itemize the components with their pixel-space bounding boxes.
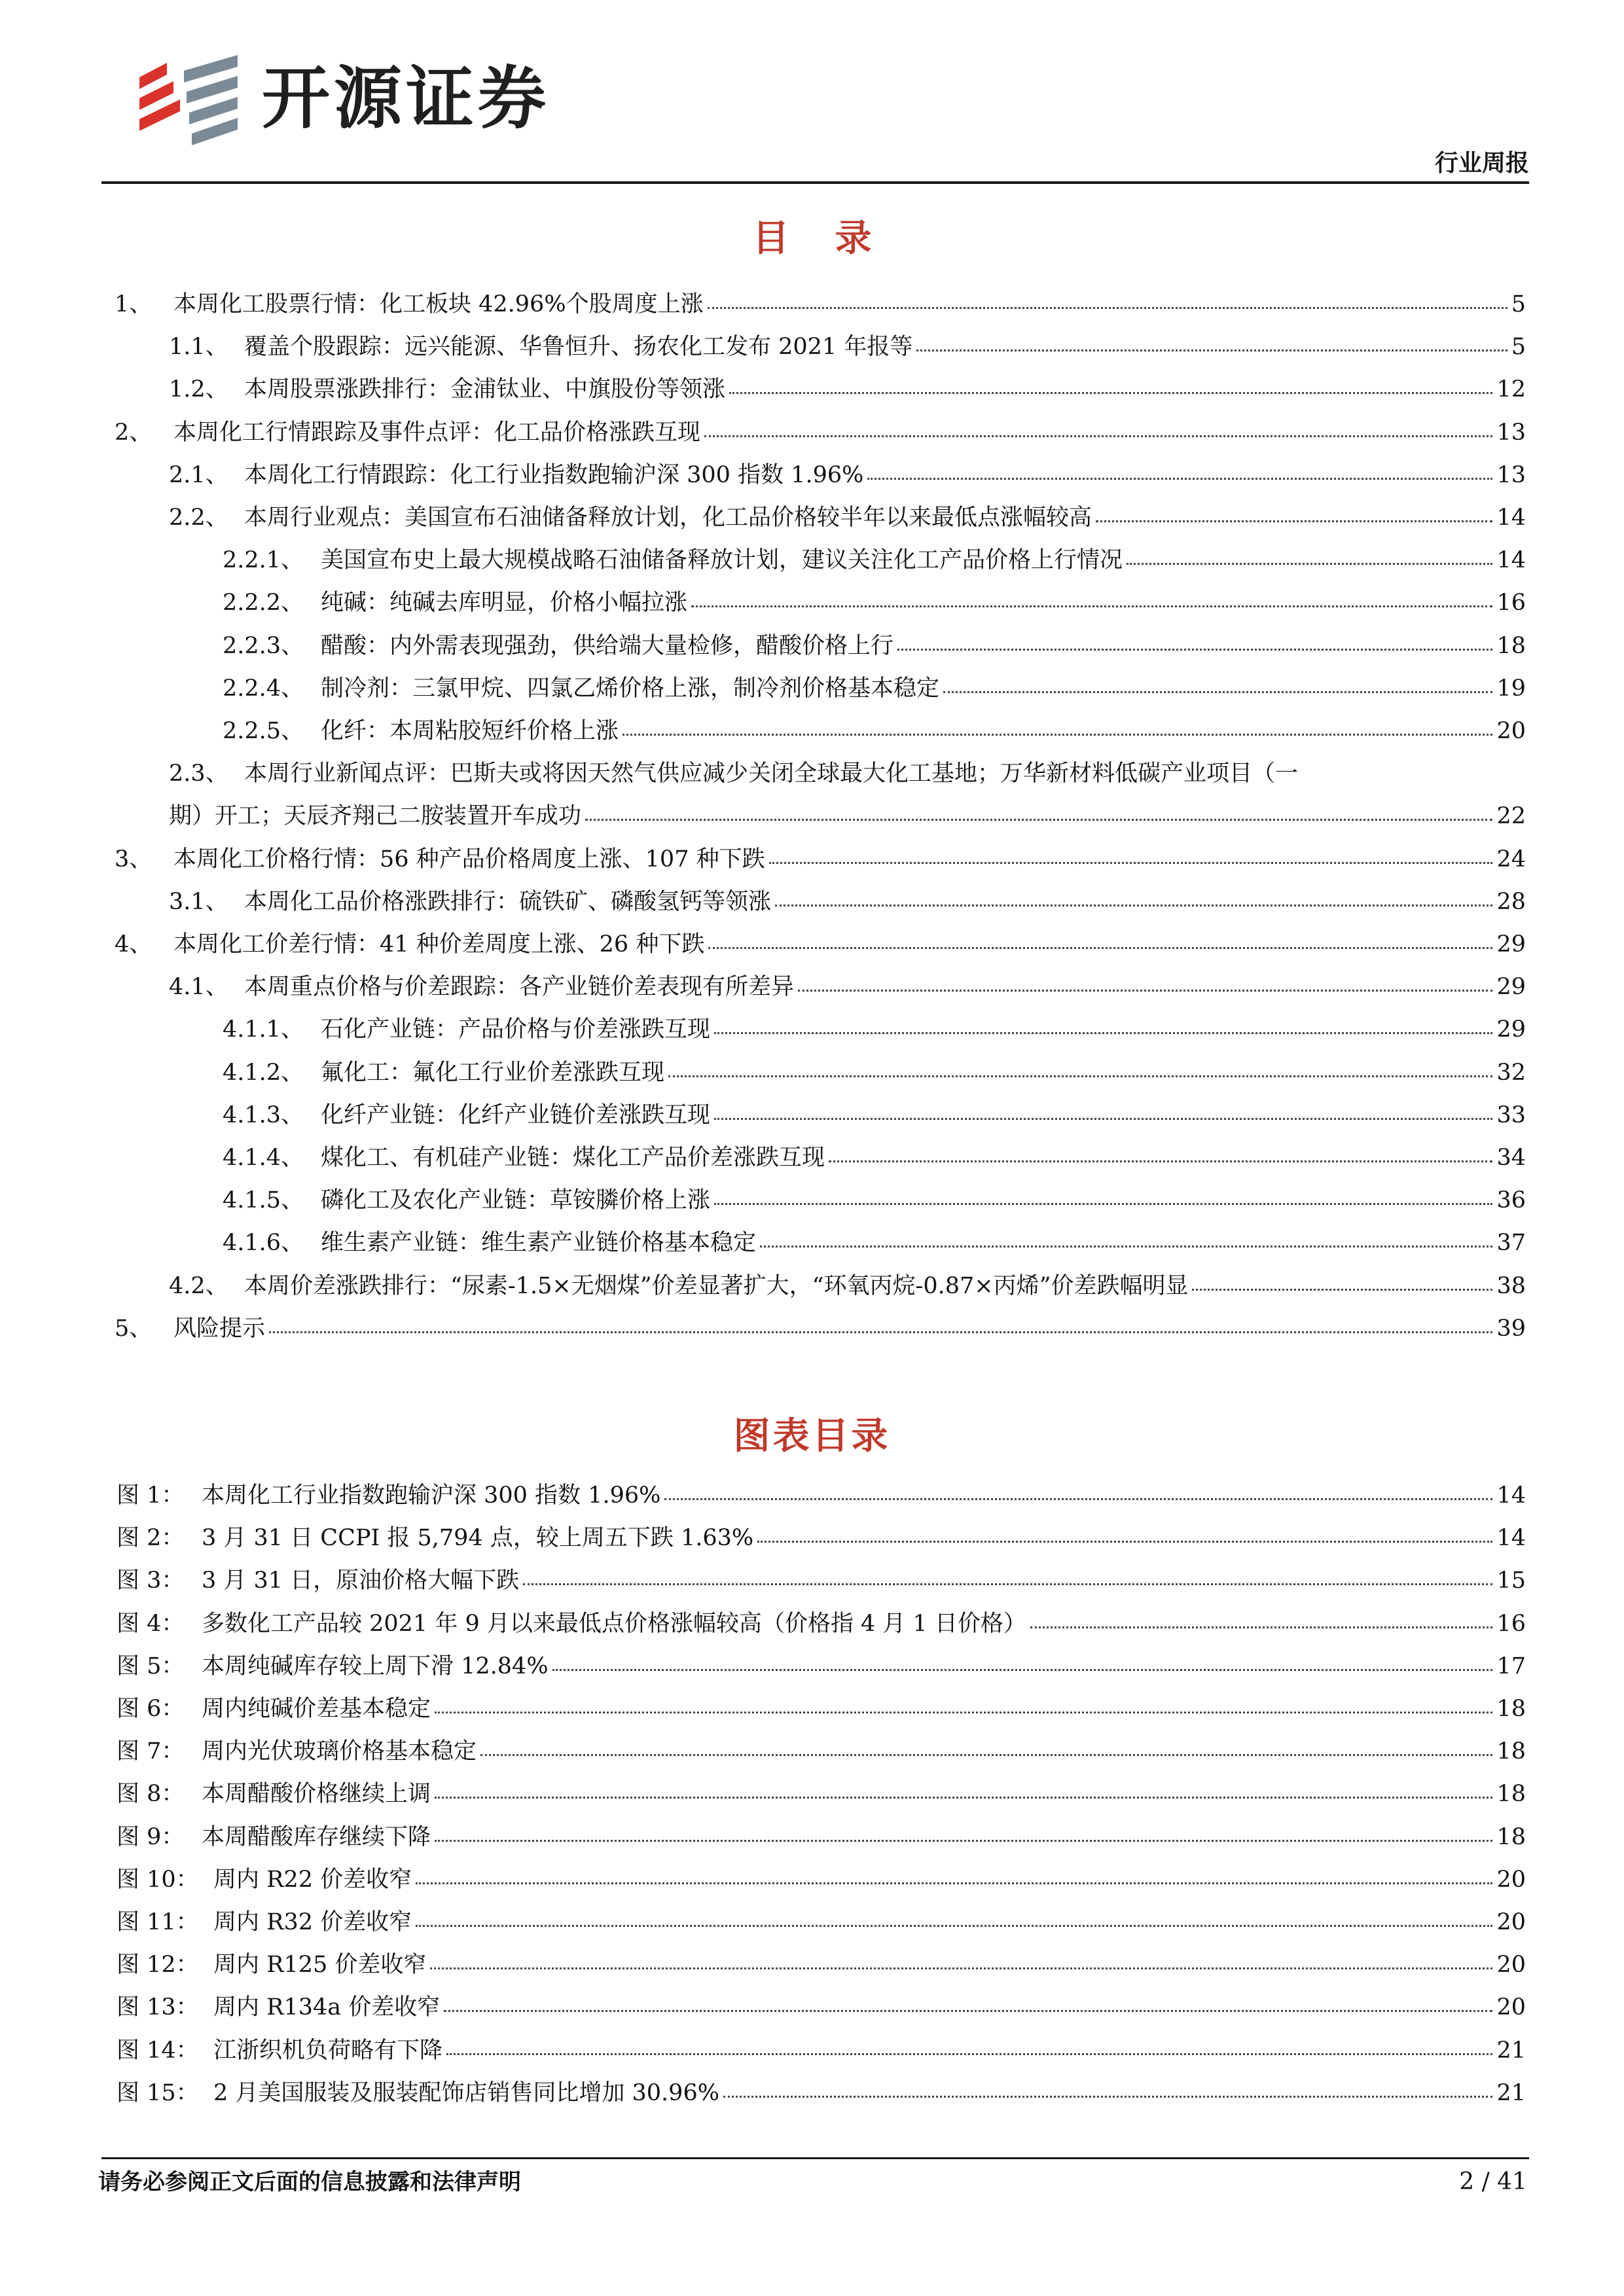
entry-number: 图 5： bbox=[117, 1653, 185, 1679]
entry-page-number: 16 bbox=[1496, 1610, 1526, 1637]
dot-leader bbox=[916, 344, 1507, 351]
entry-title: 周内 R22 价差收窄 bbox=[213, 1866, 412, 1893]
entry-title: 纯碱：纯碱去库明显，价格小幅拉涨 bbox=[321, 590, 688, 617]
entry-number: 2.2.3、 bbox=[223, 632, 304, 659]
entry-number: 图 1： bbox=[117, 1482, 185, 1509]
toc-entry[interactable] bbox=[223, 1013, 1526, 1046]
entry-title: 磷化工及农化产业链：草铵膦价格上涨 bbox=[321, 1187, 711, 1214]
entry-number: 4.1.2、 bbox=[223, 1059, 304, 1086]
entry-page-number: 18 bbox=[1496, 1823, 1526, 1850]
toc-entry[interactable] bbox=[169, 886, 1526, 918]
entry-title: 本周行业观点：美国宣布石油储备释放计划，化工品价格较半年以来最低点涨幅较高 bbox=[244, 505, 1092, 531]
dot-leader bbox=[1192, 1283, 1492, 1291]
toc-entry[interactable] bbox=[169, 331, 1526, 363]
entry-number: 1.2、 bbox=[169, 376, 228, 403]
entry-page-number: 15 bbox=[1496, 1568, 1526, 1594]
entry-title: 美国宣布史上最大规模战略石油储备释放计划，建议关注化工产品价格上行情况 bbox=[321, 547, 1123, 574]
brand-mark-icon bbox=[134, 51, 245, 149]
entry-number: 3、 bbox=[115, 846, 153, 872]
entry-page-number: 29 bbox=[1496, 1016, 1526, 1043]
entry-title: 本周化工行情跟踪及事件点评：化工品价格涨跌互现 bbox=[173, 419, 701, 446]
dot-leader bbox=[552, 1664, 1493, 1671]
dot-leader bbox=[775, 899, 1492, 906]
entry-page-number: 22 bbox=[1496, 803, 1526, 830]
entry-page-number: 13 bbox=[1496, 461, 1526, 488]
entry-number: 1、 bbox=[115, 291, 153, 317]
entry-title: 风险提示 bbox=[173, 1315, 266, 1342]
entry-title: 本周化工股票行情：化工板块 42.96%个股周度上涨 bbox=[173, 291, 704, 317]
entry-title: 本周化工品价格涨跌排行：硫铁矿、磷酸氢钙等领涨 bbox=[244, 888, 772, 915]
entry-page-number: 16 bbox=[1496, 590, 1526, 617]
entry-number: 图 12： bbox=[117, 1952, 199, 1979]
entry-title: 本周纯碱库存较上周下滑 12.84% bbox=[202, 1653, 549, 1679]
toc-entry[interactable] bbox=[223, 1141, 1526, 1174]
dot-leader bbox=[867, 473, 1492, 480]
dot-leader bbox=[729, 387, 1492, 394]
entry-number: 2.2.4、 bbox=[223, 675, 304, 702]
entry-title: 本周价差涨跌排行：“尿素-1.5×无烟煤”价差显著扩大，“环氧丙烷-0.87×丙烯”价差跌幅明显 bbox=[244, 1272, 1189, 1299]
entry-title: 制冷剂：三氯甲烷、四氯乙烯价格上涨，制冷剂价格基本稳定 bbox=[321, 675, 940, 702]
entry-page-number: 5 bbox=[1511, 334, 1526, 361]
entry-title: 维生素产业链：维生素产业链价格基本稳定 bbox=[321, 1230, 757, 1257]
entry-title: 周内 R134a 价差收窄 bbox=[213, 1994, 441, 2021]
dot-leader bbox=[829, 1155, 1492, 1162]
toc-entry[interactable] bbox=[223, 544, 1526, 577]
entry-title: 本周醋酸价格继续上调 bbox=[202, 1781, 431, 1808]
entry-page-number: 5 bbox=[1511, 291, 1526, 317]
entry-title: 周内纯碱价差基本稳定 bbox=[202, 1696, 431, 1722]
dot-leader bbox=[416, 1877, 1492, 1884]
entry-page-number: 21 bbox=[1496, 2037, 1526, 2064]
entry-title: 周内 R125 价差收窄 bbox=[213, 1952, 427, 1979]
entry-title: 多数化工产品较 2021 年 9 月以来最低点价格涨幅较高（价格指 4 月 1 日价格） bbox=[202, 1610, 1026, 1637]
dot-leader bbox=[446, 2048, 1492, 2055]
dot-leader bbox=[943, 686, 1492, 693]
entry-title: 本周醋酸库存继续下降 bbox=[202, 1823, 431, 1850]
entry-number: 2.2.2、 bbox=[223, 590, 304, 617]
entry-number: 图 11： bbox=[117, 1909, 199, 1935]
entry-title: 化纤产业链：化纤产业链价差涨跌互现 bbox=[321, 1102, 711, 1128]
entry-number: 图 6： bbox=[117, 1696, 185, 1722]
entry-page-number: 19 bbox=[1496, 675, 1526, 702]
entry-number: 4.1.5、 bbox=[223, 1187, 304, 1214]
entry-title: 煤化工、有机硅产业链：煤化工产品价差涨跌互现 bbox=[321, 1145, 825, 1171]
toc-entry[interactable] bbox=[169, 757, 1526, 790]
entry-page-number: 37 bbox=[1496, 1230, 1526, 1257]
header-divider bbox=[101, 181, 1529, 184]
entry-page-number: 29 bbox=[1496, 931, 1526, 958]
toc-entry[interactable] bbox=[223, 715, 1526, 747]
entry-page-number: 34 bbox=[1496, 1145, 1526, 1171]
entry-number: 4.1、 bbox=[169, 974, 228, 1001]
dot-leader bbox=[480, 1749, 1492, 1756]
footer-divider bbox=[101, 2157, 1529, 2159]
page-number: 2 / 41 bbox=[1459, 2168, 1527, 2195]
dot-leader bbox=[798, 984, 1492, 992]
entry-page-number: 29 bbox=[1496, 974, 1526, 1001]
figure-entry[interactable] bbox=[117, 1821, 1526, 1854]
dot-leader bbox=[1030, 1621, 1493, 1628]
entry-number: 图 4： bbox=[117, 1610, 185, 1637]
figure-entry[interactable] bbox=[117, 1948, 1526, 1981]
dot-leader bbox=[444, 2005, 1492, 2012]
entry-title: 氟化工：氟化工行业价差涨跌互现 bbox=[321, 1059, 665, 1086]
dot-leader bbox=[897, 643, 1492, 651]
entry-title: 化纤：本周粘胶短纤价格上涨 bbox=[321, 718, 619, 744]
dot-leader bbox=[691, 600, 1492, 607]
entry-number: 2.1、 bbox=[169, 461, 228, 488]
entry-number: 图 2： bbox=[117, 1525, 185, 1552]
brand-logo bbox=[134, 51, 605, 149]
toc-entry[interactable] bbox=[223, 1056, 1526, 1089]
entry-number: 3.1、 bbox=[169, 888, 228, 915]
entry-title: 本周化工行情跟踪：化工行业指数跑输沪深 300 指数 1.96% bbox=[244, 461, 864, 488]
entry-number: 图 10： bbox=[117, 1866, 199, 1893]
dot-leader bbox=[435, 1791, 1492, 1799]
dot-leader bbox=[1096, 515, 1492, 522]
entry-title: 醋酸：内外需表现强劲，供给端大量检修，醋酸价格上行 bbox=[321, 632, 894, 659]
entry-title: 2 月美国服装及服装配饰店销售同比增加 30.96% bbox=[213, 2079, 719, 2106]
entry-title: 本周化工行业指数跑输沪深 300 指数 1.96% bbox=[202, 1482, 661, 1509]
entry-page-number: 14 bbox=[1496, 547, 1526, 574]
entry-page-number: 12 bbox=[1496, 376, 1526, 403]
dot-leader bbox=[769, 857, 1493, 864]
entry-title: 周内 R32 价差收窄 bbox=[213, 1909, 412, 1935]
entry-page-number: 28 bbox=[1496, 888, 1526, 915]
figure-entry[interactable] bbox=[117, 1522, 1526, 1554]
dot-leader bbox=[664, 1493, 1492, 1500]
toc-entry[interactable] bbox=[115, 928, 1526, 961]
entry-page-number: 18 bbox=[1496, 632, 1526, 659]
toc-entry[interactable] bbox=[115, 288, 1526, 321]
entry-number: 4、 bbox=[115, 931, 153, 958]
entry-title: 本周行业新闻点评：巴斯夫或将因天然气供应减少关闭全球最大化工基地；万华新材料低碳产业项目（一 bbox=[244, 761, 1299, 787]
toc-entry[interactable] bbox=[169, 1270, 1526, 1302]
dot-leader bbox=[523, 1578, 1492, 1585]
entry-page-number: 20 bbox=[1496, 1994, 1526, 2021]
figure-entry[interactable] bbox=[117, 1564, 1526, 1597]
report-type-label: 行业周报 bbox=[1434, 150, 1529, 177]
figure-entry[interactable] bbox=[117, 1778, 1526, 1810]
figure-entry[interactable] bbox=[117, 1479, 1526, 1512]
toc-entry[interactable] bbox=[115, 843, 1526, 876]
toc-entry[interactable] bbox=[115, 1312, 1526, 1345]
entry-title: 3 月 31 日 CCPI 报 5,794 点，较上周五下跌 1.63% bbox=[202, 1525, 754, 1552]
entry-number: 5、 bbox=[115, 1315, 153, 1342]
figure-entry[interactable] bbox=[117, 1991, 1526, 2024]
figure-entry[interactable] bbox=[117, 1863, 1526, 1896]
dot-leader bbox=[714, 1198, 1492, 1205]
entry-page-number: 39 bbox=[1496, 1315, 1526, 1342]
dot-leader bbox=[704, 430, 1492, 437]
entry-page-number: 38 bbox=[1496, 1272, 1526, 1299]
entry-title: 本周化工价差行情：41 种价差周度上涨、26 种下跌 bbox=[173, 931, 705, 958]
entry-page-number: 14 bbox=[1496, 505, 1526, 531]
entry-page-number: 20 bbox=[1496, 1909, 1526, 1935]
entry-page-number: 18 bbox=[1496, 1781, 1526, 1808]
entry-number: 图 13： bbox=[117, 1994, 199, 2021]
dot-leader bbox=[585, 814, 1492, 821]
figure-entry[interactable] bbox=[117, 2077, 1526, 2109]
toc-entry[interactable] bbox=[223, 1099, 1526, 1132]
figure-entry[interactable] bbox=[117, 1607, 1526, 1640]
entry-page-number: 21 bbox=[1496, 2079, 1526, 2106]
toc-entry[interactable] bbox=[223, 630, 1526, 662]
entry-number: 2.2、 bbox=[169, 505, 228, 531]
disclaimer-note: 请务必参阅正文后面的信息披露和法律声明 bbox=[98, 2169, 521, 2195]
figure-entry[interactable] bbox=[117, 2034, 1526, 2067]
entry-page-number: 20 bbox=[1496, 1866, 1526, 1893]
dot-leader bbox=[714, 1113, 1492, 1120]
dot-leader bbox=[668, 1070, 1492, 1077]
toc-entry[interactable] bbox=[169, 373, 1526, 406]
figure-entry[interactable] bbox=[117, 1650, 1526, 1683]
entry-number: 图 8： bbox=[117, 1781, 185, 1808]
dot-leader bbox=[1127, 558, 1492, 565]
entry-page-number: 14 bbox=[1496, 1482, 1526, 1509]
entry-title: 本周重点价格与价差跟踪：各产业链价差表现有所差异 bbox=[244, 974, 795, 1001]
dot-leader bbox=[435, 1706, 1492, 1713]
entry-page-number: 36 bbox=[1496, 1187, 1526, 1214]
entry-number: 2.2.1、 bbox=[223, 547, 304, 574]
entry-number: 图 7： bbox=[117, 1738, 185, 1765]
toc-entry[interactable] bbox=[223, 1184, 1526, 1217]
dot-leader bbox=[623, 728, 1492, 736]
dot-leader bbox=[723, 2090, 1492, 2098]
entry-page-number: 20 bbox=[1496, 1952, 1526, 1979]
dot-leader bbox=[435, 1835, 1492, 1842]
toc-title: 目录 bbox=[752, 217, 918, 260]
entry-number: 图 3： bbox=[117, 1568, 185, 1594]
dot-leader bbox=[708, 942, 1492, 949]
entry-number: 4.1.3、 bbox=[223, 1102, 304, 1128]
entry-number: 图 9： bbox=[117, 1823, 185, 1850]
entry-number: 1.1、 bbox=[169, 334, 228, 361]
dot-leader bbox=[760, 1240, 1492, 1247]
entry-page-number: 33 bbox=[1496, 1102, 1526, 1128]
entry-page-number: 18 bbox=[1496, 1738, 1526, 1765]
entry-page-number: 13 bbox=[1496, 419, 1526, 446]
entry-number: 4.1.6、 bbox=[223, 1230, 304, 1257]
entry-title: 石化产业链：产品价格与价差涨跌互现 bbox=[321, 1016, 711, 1043]
entry-page-number: 14 bbox=[1496, 1525, 1526, 1552]
figure-entry[interactable] bbox=[117, 1735, 1526, 1768]
entry-page-number: 18 bbox=[1496, 1696, 1526, 1722]
entry-number: 图 15： bbox=[117, 2079, 199, 2106]
dot-leader bbox=[757, 1535, 1492, 1543]
entry-title: 期）开工；天辰齐翔己二胺装置开车成功 bbox=[169, 803, 582, 830]
entry-title: 覆盖个股跟踪：远兴能源、华鲁恒升、扬农化工发布 2021 年报等 bbox=[244, 334, 913, 361]
figure-list-title: 图表目录 bbox=[733, 1415, 891, 1458]
entry-number: 4.1.1、 bbox=[223, 1016, 304, 1043]
brand-name: 开源证券 bbox=[262, 58, 550, 138]
dot-leader bbox=[708, 302, 1507, 309]
entry-title: 本周股票涨跌排行：金浦钛业、中旗股份等领涨 bbox=[244, 376, 726, 403]
figure-entry[interactable] bbox=[117, 1906, 1526, 1939]
entry-title: 本周化工价格行情：56 种产品价格周度上涨、107 种下跌 bbox=[173, 846, 765, 872]
entry-number: 2.3、 bbox=[169, 761, 228, 787]
toc-entry[interactable] bbox=[223, 672, 1526, 705]
entry-page-number: 17 bbox=[1496, 1653, 1526, 1679]
dot-leader bbox=[416, 1920, 1492, 1927]
entry-number: 4.2、 bbox=[169, 1272, 228, 1299]
entry-page-number: 20 bbox=[1496, 718, 1526, 744]
dot-leader bbox=[714, 1027, 1492, 1034]
entry-number: 2、 bbox=[115, 419, 153, 446]
entry-number: 4.1.4、 bbox=[223, 1145, 304, 1171]
toc-entry[interactable] bbox=[169, 501, 1526, 534]
entry-number: 图 14： bbox=[117, 2037, 199, 2064]
entry-title: 周内光伏玻璃价格基本稳定 bbox=[202, 1738, 477, 1765]
toc-entry[interactable] bbox=[223, 1227, 1526, 1259]
entry-title: 3 月 31 日，原油价格大幅下跌 bbox=[202, 1568, 520, 1594]
entry-title: 江浙织机负荷略有下降 bbox=[213, 2037, 443, 2064]
dot-leader bbox=[430, 1962, 1492, 1969]
dot-leader bbox=[269, 1326, 1492, 1333]
entry-page-number: 32 bbox=[1496, 1059, 1526, 1086]
toc-entry[interactable] bbox=[169, 459, 1526, 492]
entry-page-number: 24 bbox=[1496, 846, 1526, 872]
toc-entry[interactable] bbox=[169, 800, 1526, 833]
toc-entry[interactable] bbox=[169, 971, 1526, 1003]
toc-entry[interactable] bbox=[223, 586, 1526, 619]
figure-entry[interactable] bbox=[117, 1693, 1526, 1725]
entry-number: 2.2.5、 bbox=[223, 718, 304, 744]
toc-entry[interactable] bbox=[115, 416, 1526, 449]
